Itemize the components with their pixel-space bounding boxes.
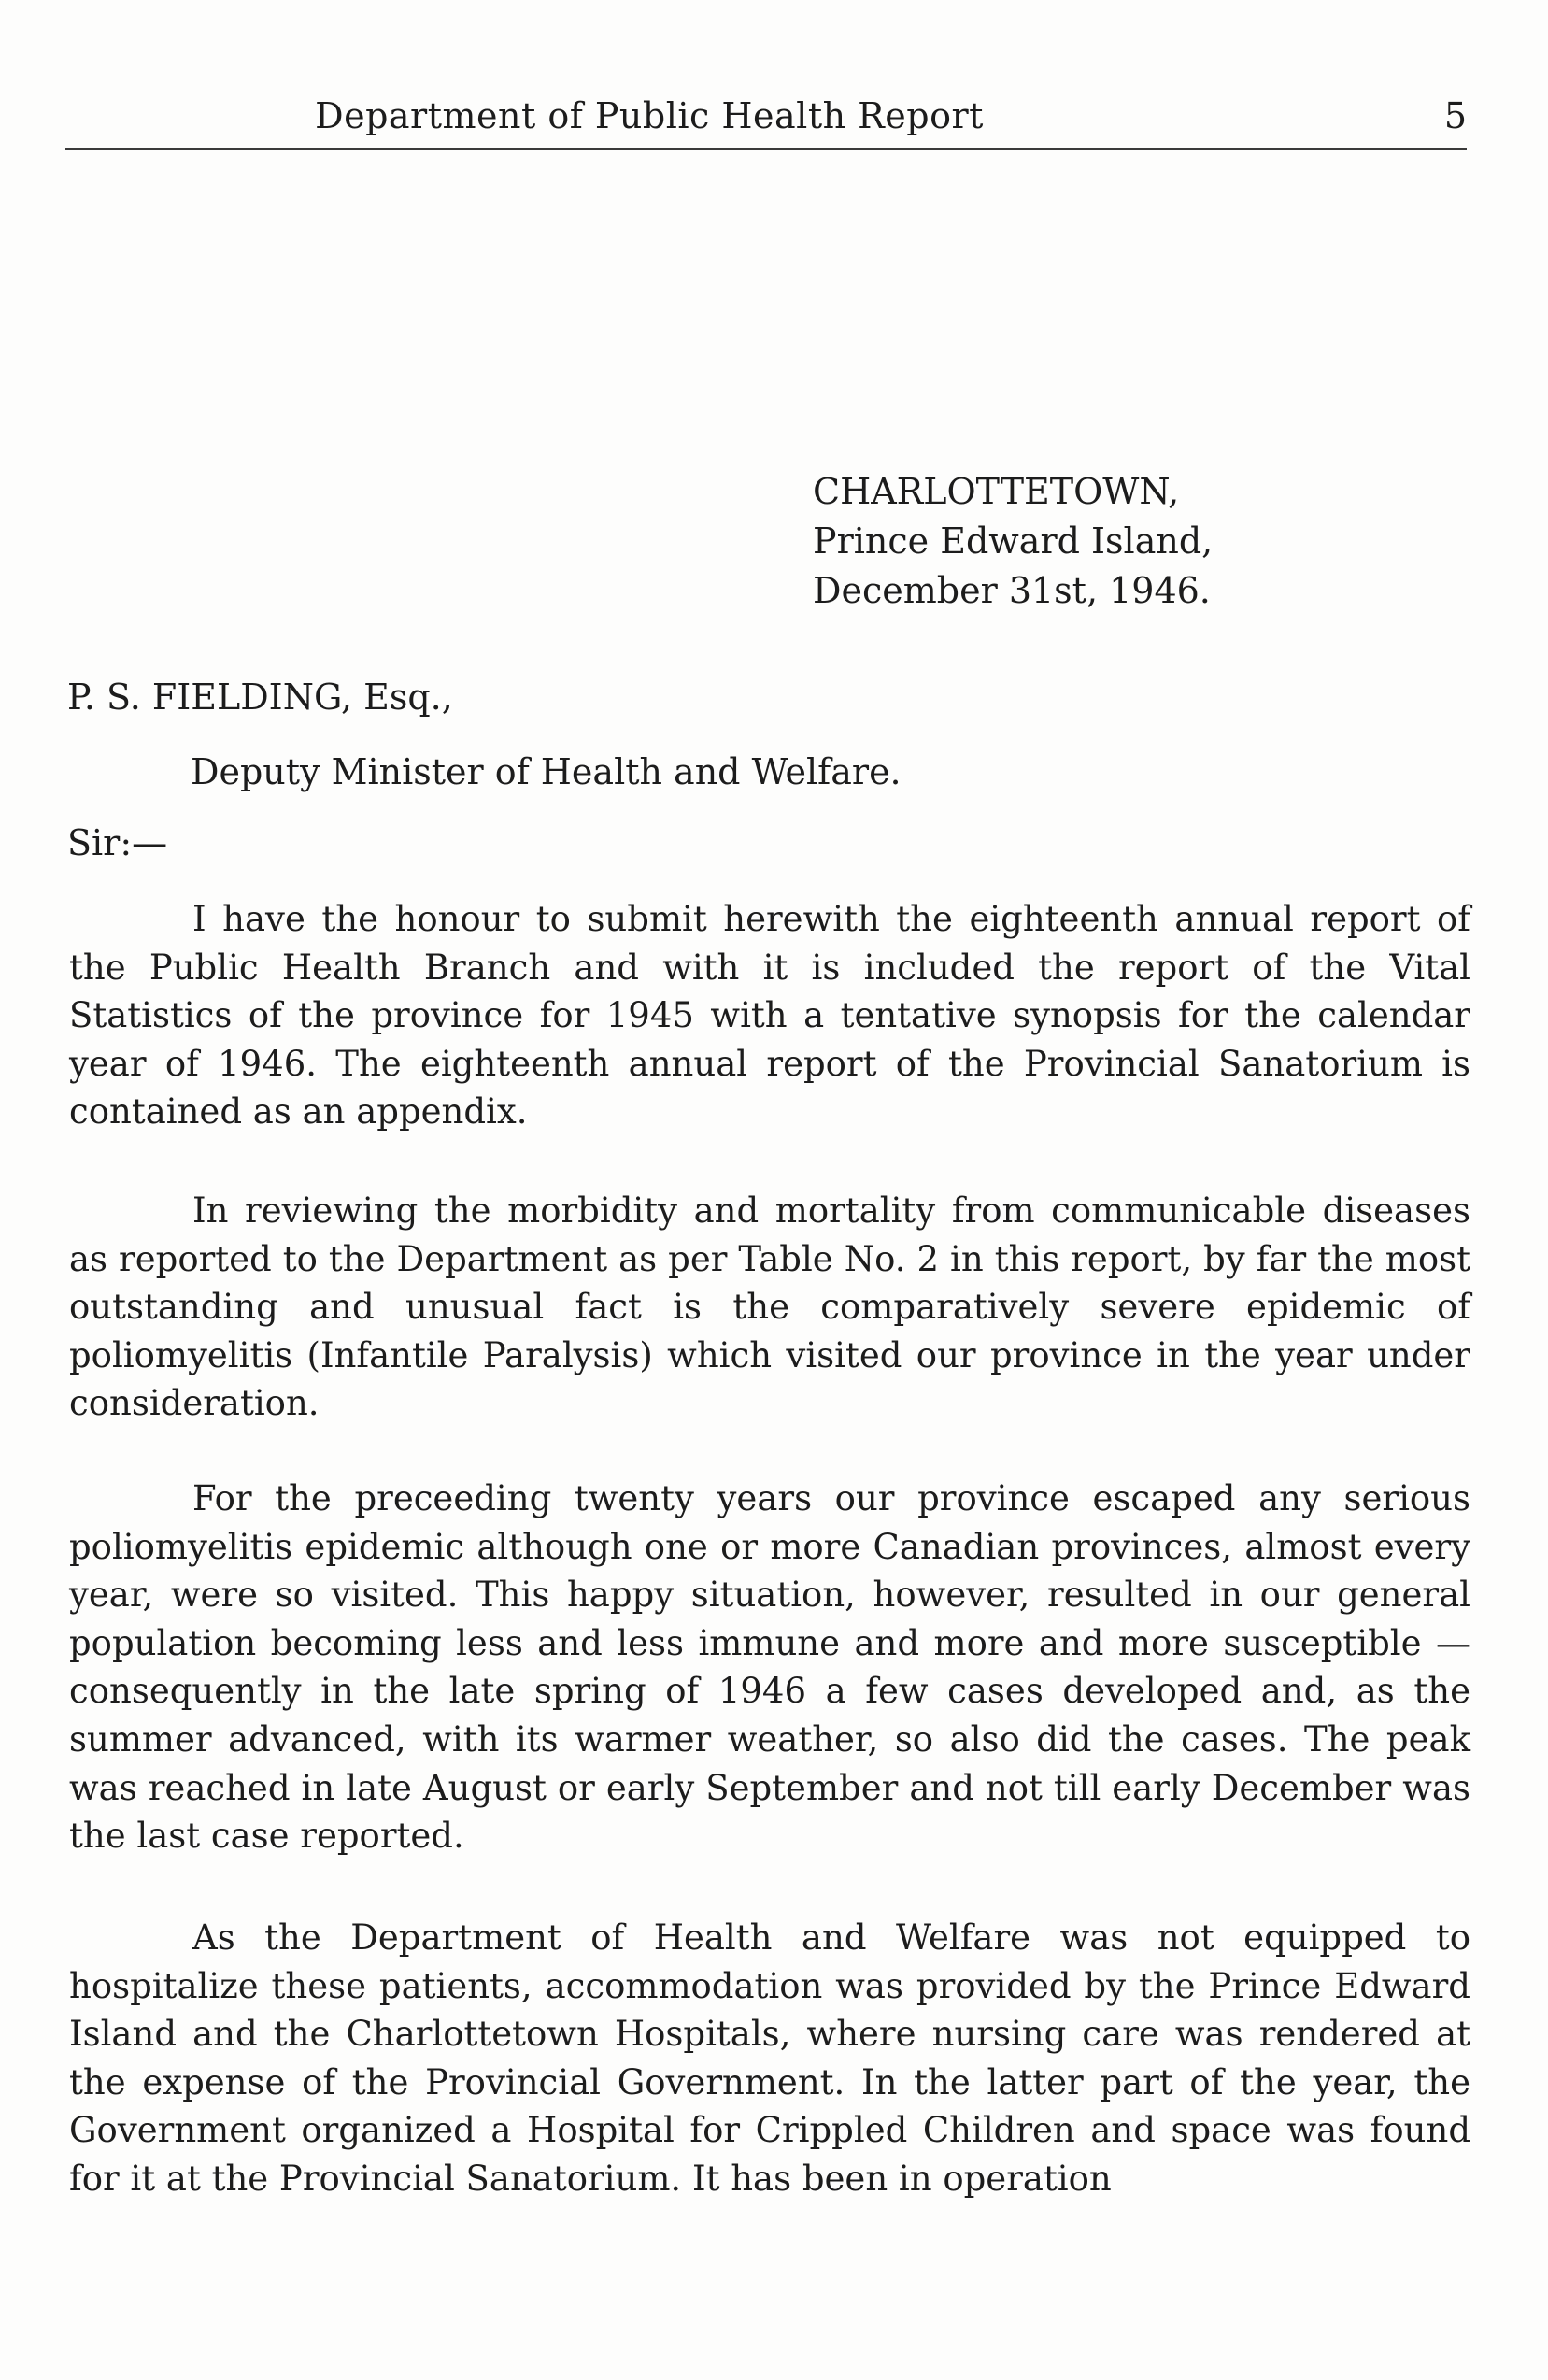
body-paragraph-4: As the Department of Health and Welfare was not equipped to hospitalize these patients, accommodation was provided by the Prince Edward Island and the Charlottetown Hospitals, where nursing care was rendered at the expense of the Provincial Government. In the latter part of the year, the Government organized a Hospital for Crippled Children and space was found for it at the Provincial Sanatorium. It has been in operation bbox=[69, 1917, 1470, 2199]
addressee-name: P. S. FIELDING, Esq., bbox=[67, 677, 453, 718]
body-paragraph-3: For the preceeding twenty years our province escaped any serious poliomyelitis epidemic although one or more Canadian provinces, almost every year, were so visited. This happy situation, however, resulted in our general population becoming less and less immune and more and more susceptible — consequently in the late spring of 1946 a few cases developed and, as the summer advanced, with its warmer weather, so also did the cases. The peak was reached in late August or early September and not till early December was the last case reported. bbox=[69, 1478, 1470, 1857]
running-header bbox=[65, 92, 1467, 150]
page-number: 5 bbox=[1443, 95, 1467, 136]
addressee-title: Deputy Minister of Health and Welfare. bbox=[191, 751, 902, 792]
dateline-date: December 31st, 1946. bbox=[813, 570, 1211, 611]
salutation: Sir:— bbox=[67, 822, 168, 863]
dateline bbox=[813, 467, 1213, 616]
running-title: Department of Public Health Report bbox=[315, 95, 984, 136]
body-paragraph-2: In reviewing the morbidity and mortality from communicable diseases as reported to the Department as per Table No. 2 in this report, by far the most outstanding and unusual fact is the comparatively severe epidemic of poliomyelitis (Infantile Paralysis) which visited our province in the year under consideration. bbox=[69, 1190, 1470, 1424]
dateline-city: CHARLOTTETOWN, bbox=[813, 471, 1180, 512]
body-paragraph-1: I have the honour to submit herewith the eighteenth annual report of the Public Health Branch and with it is included the report of the Vital Statistics of the province for 1945 with a tentative synopsis for the calendar year of 1946. The eighteenth annual report of the Provincial Sanatorium is contained as an appendix. bbox=[69, 899, 1470, 1133]
dateline-province: Prince Edward Island, bbox=[813, 520, 1214, 562]
